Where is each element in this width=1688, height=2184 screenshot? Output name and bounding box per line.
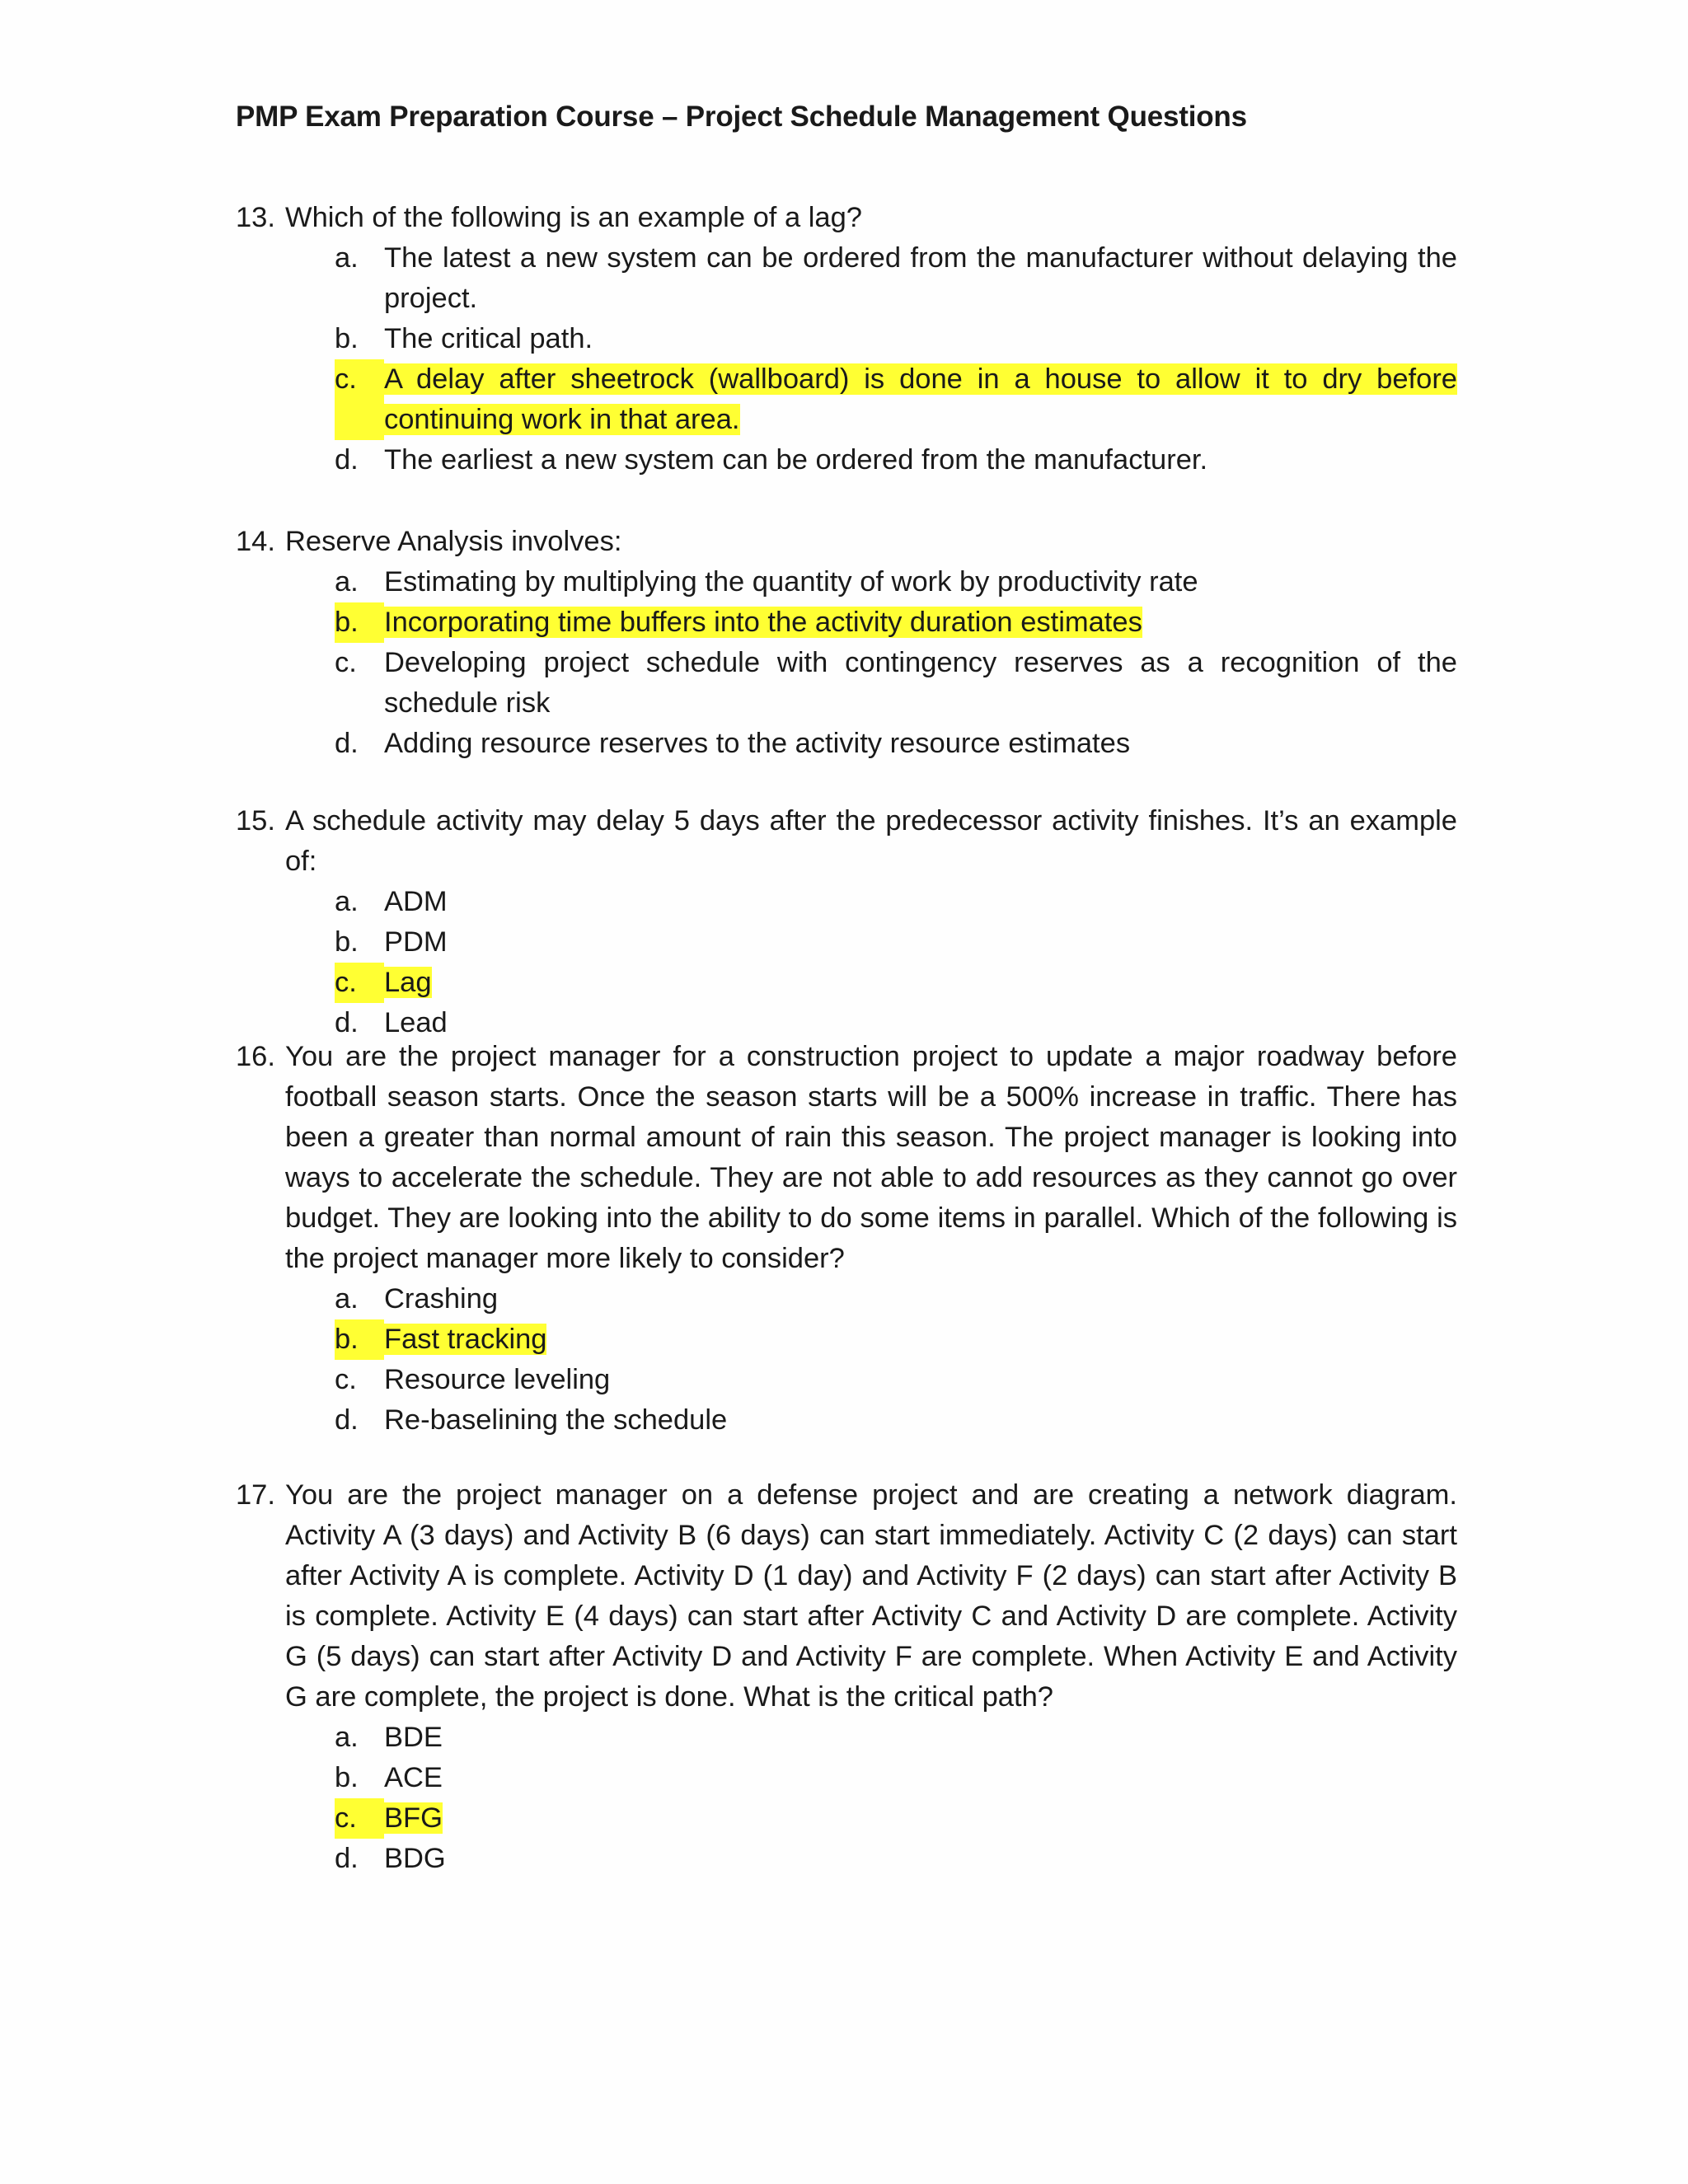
question-stem [236,522,1457,562]
option-text: Fast tracking [384,1324,547,1355]
question-stem [236,801,1457,882]
option-text: Developing project schedule with contingency reserves as a recognition of the schedule risk [384,647,1457,719]
question-number: 13. [236,202,275,233]
answer-options [236,1279,1457,1441]
option-letter: b. [335,323,359,354]
question-stem [236,1475,1457,1718]
option-letter: d. [335,728,359,759]
option-letter: b. [335,1762,359,1793]
answer-option-b-highlighted [335,1319,1457,1360]
question-13 [236,198,1457,480]
option-text: The latest a new system can be ordered from the manufacturer without delaying the project. [384,242,1457,314]
answer-options [236,1718,1457,1879]
option-text: ACE [384,1762,443,1793]
answer-option-c-highlighted [335,963,1457,1003]
option-text: The earliest a new system can be ordered from the manufacturer. [384,444,1208,476]
answer-option-a [335,882,1457,922]
answer-options [236,238,1457,480]
answer-option-b-highlighted [335,602,1457,643]
question-number: 14. [236,526,275,557]
answer-option-c [335,1360,1457,1400]
option-text: Estimating by multiplying the quantity of work by productivity rate [384,566,1198,598]
option-text: Incorporating time buffers into the activity duration estimates [384,607,1142,638]
option-letter: c. [335,359,384,440]
option-letter: d. [335,1404,359,1436]
option-text: PDM [384,926,448,958]
option-letter: c. [335,963,384,1003]
option-text: BDG [384,1843,446,1874]
answer-option-c [335,643,1457,724]
answer-options [236,562,1457,764]
option-letter: a. [335,1283,359,1315]
answer-option-d [335,440,1457,480]
option-letter: a. [335,1722,359,1753]
page-title: PMP Exam Preparation Course – Project Schedule Management Questions [236,101,1247,133]
answer-option-d [335,1400,1457,1441]
question-16 [236,1037,1457,1441]
answer-option-a [335,1279,1457,1319]
option-text: BFG [384,1802,443,1834]
option-text: ADM [384,886,448,917]
option-letter: c. [335,1364,357,1395]
question-stem [236,198,1457,238]
option-text: BDE [384,1722,443,1753]
option-text: Resource leveling [384,1364,611,1395]
question-text: You are the project manager on a defense project and are creating a network diagram. Activity A (3 days) and Activity B (6 days) can start immediately. Activity C (2 days) can start after Activity A is complete. Activity D (1 day) and Activity F (2 days) can start after Activity B is complete. Activity E (4 days) can start after Activity C and Activity D are complete. Activity G (5 days) can start after Activity D and Activity F are complete. When Activity E and Activity G are complete, the project is done. What is the critical path? [285,1479,1457,1713]
option-letter: a. [335,242,359,274]
option-text: Crashing [384,1283,499,1315]
answer-option-d [335,724,1457,764]
option-letter: d. [335,444,359,476]
option-letter: d. [335,1843,359,1874]
answer-option-b [335,319,1457,359]
option-letter: b. [335,926,359,958]
option-letter: a. [335,886,359,917]
option-letter: b. [335,602,384,643]
answer-option-a [335,562,1457,602]
question-text: You are the project manager for a construction project to update a major roadway before football season starts. Once the season starts will be a 500% increase in traffic. There has been a greater than normal amount of rain this season. The project manager is looking into ways to accelerate the schedule. They are not able to add resources as they cannot go over budget. They are looking into the ability to do some items in parallel. Which of the following is the project manager more likely to consider? [285,1041,1457,1274]
option-text: A delay after sheetrock (wallboard) is done in a house to allow it to dry before continuing work in that area. [384,363,1457,435]
answer-option-c-highlighted [335,359,1457,440]
answer-option-a [335,1718,1457,1758]
answer-option-b [335,1758,1457,1798]
option-letter: c. [335,1798,384,1839]
answer-option-c-highlighted [335,1798,1457,1839]
answer-options [236,882,1457,1043]
option-letter: b. [335,1319,384,1360]
question-14 [236,522,1457,764]
option-text: Adding resource reserves to the activity resource estimates [384,728,1131,759]
question-15 [236,801,1457,1043]
question-17 [236,1475,1457,1879]
question-text: Reserve Analysis involves: [285,526,622,557]
option-text: Lag [384,967,432,998]
option-text: Re-baselining the schedule [384,1404,728,1436]
option-text: Lead [384,1007,448,1038]
question-stem [236,1037,1457,1279]
question-text: A schedule activity may delay 5 days after the predecessor activity finishes. It’s an example of: [285,805,1457,877]
answer-option-a [335,238,1457,319]
option-letter: c. [335,647,357,678]
question-number: 17. [236,1479,275,1511]
answer-option-b [335,922,1457,963]
question-number: 16. [236,1041,275,1072]
option-letter: a. [335,566,359,598]
answer-option-d [335,1839,1457,1879]
option-text: The critical path. [384,323,593,354]
question-text: Which of the following is an example of a lag? [285,202,862,233]
question-number: 15. [236,805,275,837]
option-letter: d. [335,1007,359,1038]
